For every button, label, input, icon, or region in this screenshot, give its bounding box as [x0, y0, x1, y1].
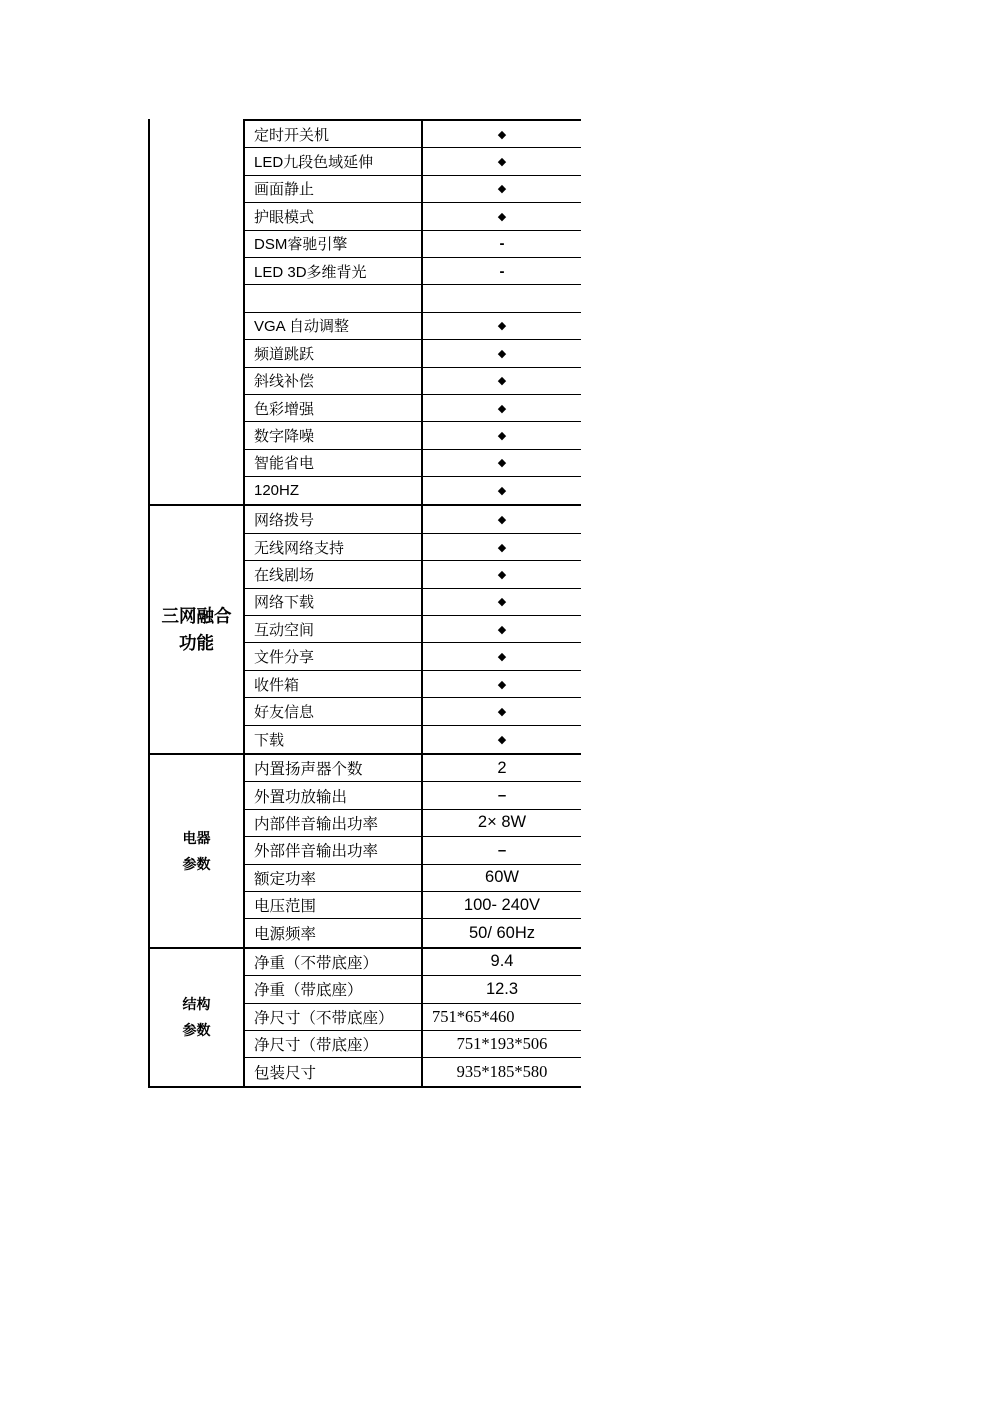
table-row — [245, 616, 581, 643]
table-row — [245, 671, 581, 698]
category-line: 参数 — [182, 1022, 211, 1039]
spec-value: ◆ — [497, 485, 507, 498]
spec-label: 色彩增强 — [245, 395, 423, 421]
spec-value: ◆ — [497, 457, 507, 470]
spec-value: ◆ — [497, 705, 507, 718]
spec-label: 画面静止 — [245, 176, 423, 202]
spec-value: ◆ — [497, 347, 507, 360]
spec-value: ◆ — [497, 678, 507, 691]
table-row — [245, 782, 581, 809]
spec-value: - — [499, 262, 505, 280]
spec-label: 电源频率 — [245, 919, 423, 946]
table-row — [245, 976, 581, 1003]
spec-value: 100- 240V — [463, 895, 541, 914]
spec-label: 包装尺寸 — [245, 1058, 423, 1085]
section-structure-params — [148, 947, 581, 1086]
spec-value: 751*193*506 — [456, 1034, 548, 1054]
spec-value: ◆ — [497, 733, 507, 746]
table-row — [245, 589, 581, 616]
spec-value — [423, 285, 581, 311]
spec-value: ◆ — [497, 210, 507, 223]
spec-label: 好友信息 — [245, 698, 423, 724]
category-cell — [148, 119, 245, 504]
spec-label: 额定功率 — [245, 865, 423, 891]
table-row — [245, 176, 581, 203]
spec-label: 内置扬声器个数 — [245, 755, 423, 781]
category-line: 参数 — [182, 855, 211, 872]
spec-value: 9.4 — [490, 952, 514, 971]
spec-value: – — [497, 787, 507, 805]
spec-value: ◆ — [497, 596, 507, 609]
spec-label — [245, 285, 423, 311]
spec-value: ◆ — [497, 514, 507, 527]
spec-label: 数字降噪 — [245, 422, 423, 448]
table-row — [245, 422, 581, 449]
spec-value: 50/ 60Hz — [468, 923, 536, 942]
spec-value: ◆ — [497, 375, 507, 388]
spec-label: 内部伴音输出功率 — [245, 810, 423, 836]
spec-label: 净重（不带底座） — [245, 949, 423, 975]
section-network-features — [148, 504, 581, 753]
spec-label: 净尺寸（带底座） — [245, 1031, 423, 1057]
table-row — [245, 148, 581, 175]
spec-value: 935*185*580 — [456, 1061, 548, 1081]
spec-value: ◆ — [497, 541, 507, 554]
category-cell — [148, 949, 245, 1086]
table-row — [245, 395, 581, 422]
spec-label: 外置功放输出 — [245, 782, 423, 808]
spec-value: ◆ — [497, 651, 507, 664]
table-row — [245, 477, 581, 504]
spec-table — [148, 119, 581, 1088]
spec-value: 60W — [485, 868, 519, 887]
spec-label: 在线剧场 — [245, 561, 423, 587]
section-rows — [245, 119, 581, 504]
table-row — [245, 865, 581, 892]
table-row — [245, 368, 581, 395]
spec-value: ◆ — [497, 429, 507, 442]
table-row-empty — [245, 285, 581, 312]
spec-label: VGA 自动调整 — [245, 313, 423, 339]
spec-value: 751*65*460 — [432, 1006, 515, 1026]
spec-label: 外部伴音输出功率 — [245, 837, 423, 863]
spec-value: - — [499, 235, 505, 253]
spec-label: 斜线补偿 — [245, 368, 423, 394]
section-features — [148, 119, 581, 504]
table-row — [245, 643, 581, 670]
section-rows — [245, 755, 581, 947]
table-row — [245, 949, 581, 976]
spec-label: 净尺寸（不带底座） — [245, 1004, 423, 1030]
spec-label: 收件箱 — [245, 671, 423, 697]
spec-label: 互动空间 — [245, 616, 423, 642]
spec-label: LED九段色域延伸 — [245, 148, 423, 174]
spec-label: 智能省电 — [245, 450, 423, 476]
spec-value: ◆ — [497, 568, 507, 581]
spec-value: 12.3 — [485, 979, 519, 998]
spec-value: ◆ — [497, 320, 507, 333]
table-row — [245, 534, 581, 561]
table-row — [245, 231, 581, 258]
table-row — [245, 810, 581, 837]
spec-label: 无线网络支持 — [245, 534, 423, 560]
category-line: 结构 — [182, 996, 211, 1013]
spec-value: – — [497, 841, 507, 859]
spec-label: 电压范围 — [245, 892, 423, 918]
table-row — [245, 121, 581, 148]
table-row — [245, 698, 581, 725]
spec-label: 护眼模式 — [245, 203, 423, 229]
table-row — [245, 1004, 581, 1031]
spec-label: 频道跳跃 — [245, 340, 423, 366]
spec-label: LED 3D多维背光 — [245, 258, 423, 284]
spec-label: DSM睿驰引擎 — [245, 231, 423, 257]
spec-value: ◆ — [497, 128, 507, 141]
table-row — [245, 755, 581, 782]
section-electrical-params — [148, 753, 581, 947]
category-cell — [148, 755, 245, 947]
category-line: 功能 — [179, 632, 214, 653]
table-row — [245, 340, 581, 367]
table-row — [245, 892, 581, 919]
category-line: 电器 — [182, 829, 211, 846]
table-row — [245, 1058, 581, 1085]
spec-label: 下载 — [245, 726, 423, 753]
table-row — [245, 726, 581, 753]
spec-label: 网络下载 — [245, 589, 423, 615]
spec-value: ◆ — [497, 156, 507, 169]
spec-label: 定时开关机 — [245, 121, 423, 147]
section-rows — [245, 949, 581, 1086]
table-row — [245, 203, 581, 230]
section-rows — [245, 506, 581, 753]
table-row — [245, 919, 581, 946]
table-row — [245, 561, 581, 588]
category-line: 三网融合 — [161, 605, 232, 626]
spec-value: 2× 8W — [477, 813, 527, 832]
table-row — [245, 1031, 581, 1058]
spec-label: 网络拨号 — [245, 506, 423, 532]
spec-value: 2 — [497, 758, 507, 777]
spec-label: 净重（带底座） — [245, 976, 423, 1002]
table-row — [245, 506, 581, 533]
spec-label: 120HZ — [245, 477, 423, 504]
spec-label: 文件分享 — [245, 643, 423, 669]
category-cell — [148, 506, 245, 753]
table-row — [245, 258, 581, 285]
spec-value: ◆ — [497, 623, 507, 636]
table-row — [245, 450, 581, 477]
table-row — [245, 837, 581, 864]
spec-value: ◆ — [497, 183, 507, 196]
table-row — [245, 313, 581, 340]
spec-value: ◆ — [497, 402, 507, 415]
